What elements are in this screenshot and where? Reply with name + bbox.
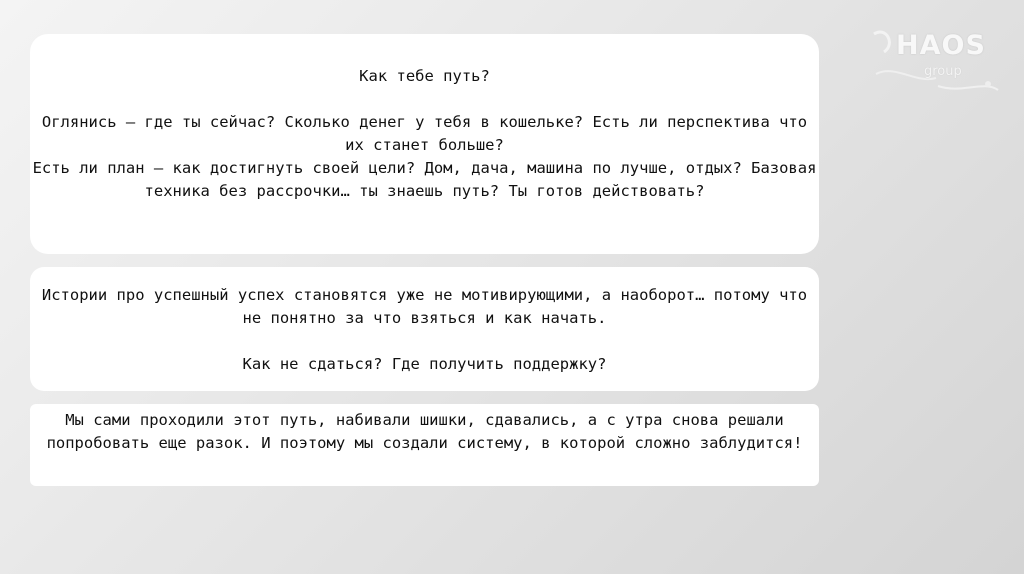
card-heading: Как тебе путь? xyxy=(359,67,490,85)
question-card xyxy=(30,34,819,254)
stories-card xyxy=(30,267,819,391)
logo-text: HAOS xyxy=(896,30,986,61)
card-paragraph: Истории про успешный успех становятся уже не мотивирующими, а наоборот… потому что не понятно за что взяться и как начать. xyxy=(41,286,808,327)
card-paragraph: Есть ли план – как достигнуть своей цели? Дом, дача, машина по лучше, отдых? Базовая техника без рассрочки… ты знаешь путь? Ты готов действовать? xyxy=(32,159,817,200)
system-card xyxy=(30,404,819,486)
brand-logo xyxy=(866,24,1006,98)
card-paragraph: Оглянись – где ты сейчас? Сколько денег у тебя в кошельке? Есть ли перспектива что их станет больше? xyxy=(41,113,808,154)
card-paragraph: Как не сдаться? Где получить поддержку? xyxy=(242,355,607,373)
card-paragraph: Мы сами проходили этот путь, набивали шишки, сдавались, а с утра снова решали попробовать еще разок. И поэтому мы создали систему, в которой сложно заблудится! xyxy=(46,411,803,452)
spacer xyxy=(30,88,819,111)
logo-subtext: group xyxy=(924,64,962,79)
spacer xyxy=(30,330,819,353)
